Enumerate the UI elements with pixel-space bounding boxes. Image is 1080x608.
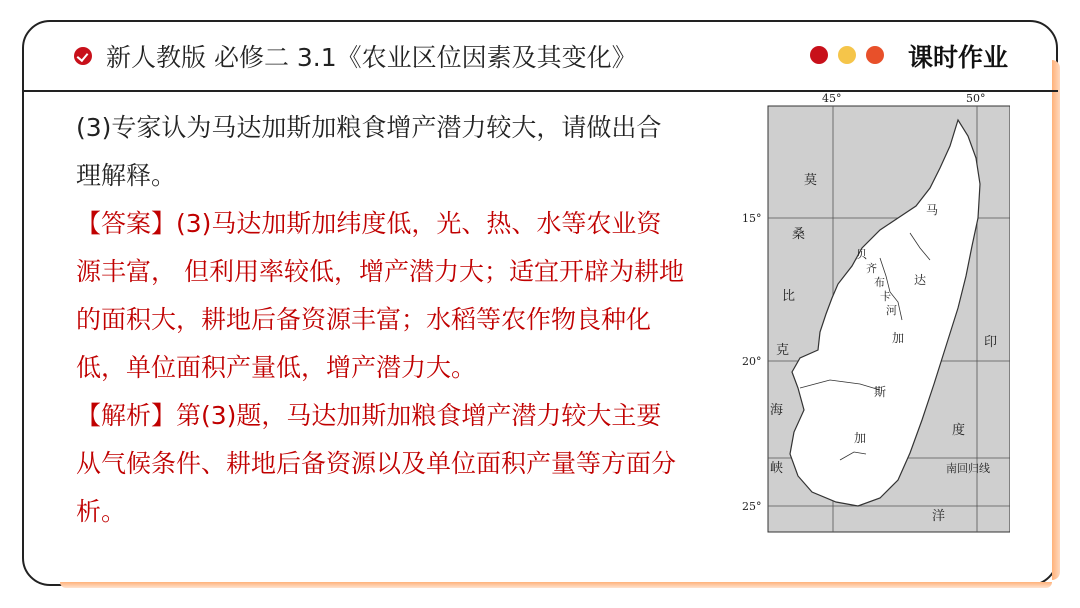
label-bu: 布 (874, 276, 885, 289)
slide-title: 新人教版 必修二 3.1《农业区位因素及其变化》 (106, 43, 637, 72)
lat-label-15: 15° (742, 212, 762, 225)
madagascar-map (740, 88, 1010, 538)
label-yang: 洋 (932, 509, 946, 524)
tropic-label: 南回归线 (946, 462, 990, 475)
label-si: 斯 (874, 385, 887, 399)
answer-text: 【答案】(3)马达加斯加纬度低，光、热、水等农业资源丰富， 但利用率较低，增产潜力大；适宜开辟为耕地的面积大，耕地后备资源丰富；水稻等农作物良种化低，单位面积产量低，增产潜力大。 (76, 209, 684, 382)
label-qi: 齐 (866, 262, 877, 275)
label-yin: 印 (984, 335, 998, 350)
check-circle-icon (74, 47, 92, 65)
label-da: 达 (914, 273, 927, 287)
lon-label-50: 50° (966, 92, 986, 105)
label-bi: 比 (782, 289, 796, 304)
label-sang: 桑 (792, 227, 806, 242)
red-dot-icon (810, 46, 828, 64)
label-he: 河 (886, 304, 897, 317)
label-jia2: 加 (854, 431, 867, 445)
label-ke: 克 (776, 343, 790, 358)
label-xia: 峡 (770, 461, 784, 476)
section-label: 课时作业 (908, 43, 1009, 72)
label-ma: 马 (926, 203, 939, 217)
label-jia1: 加 (892, 331, 905, 345)
lon-label-45: 45° (822, 92, 842, 105)
question-text: (3)专家认为马达加斯加粮食增产潜力较大，请做出合理解释。 (76, 113, 662, 190)
label-ka: 卡 (880, 290, 891, 303)
content-text (76, 104, 686, 536)
label-hai: 海 (770, 403, 784, 418)
yellow-dot-icon (838, 46, 856, 64)
lat-label-25: 25° (742, 500, 762, 513)
analysis-text: 【解析】第(3)题，马达加斯加粮食增产潜力较大主要从气候条件、耕地后备资源以及单位面积产量等方面分析。 (76, 401, 677, 526)
frame-shadow-right (1052, 60, 1060, 580)
orange-dot-icon (866, 46, 884, 64)
label-mo: 莫 (804, 173, 818, 188)
label-bei: 贝 (856, 248, 867, 261)
lat-label-20: 20° (742, 355, 762, 368)
label-du: 度 (952, 423, 966, 438)
frame-shadow-bottom (60, 582, 1052, 588)
